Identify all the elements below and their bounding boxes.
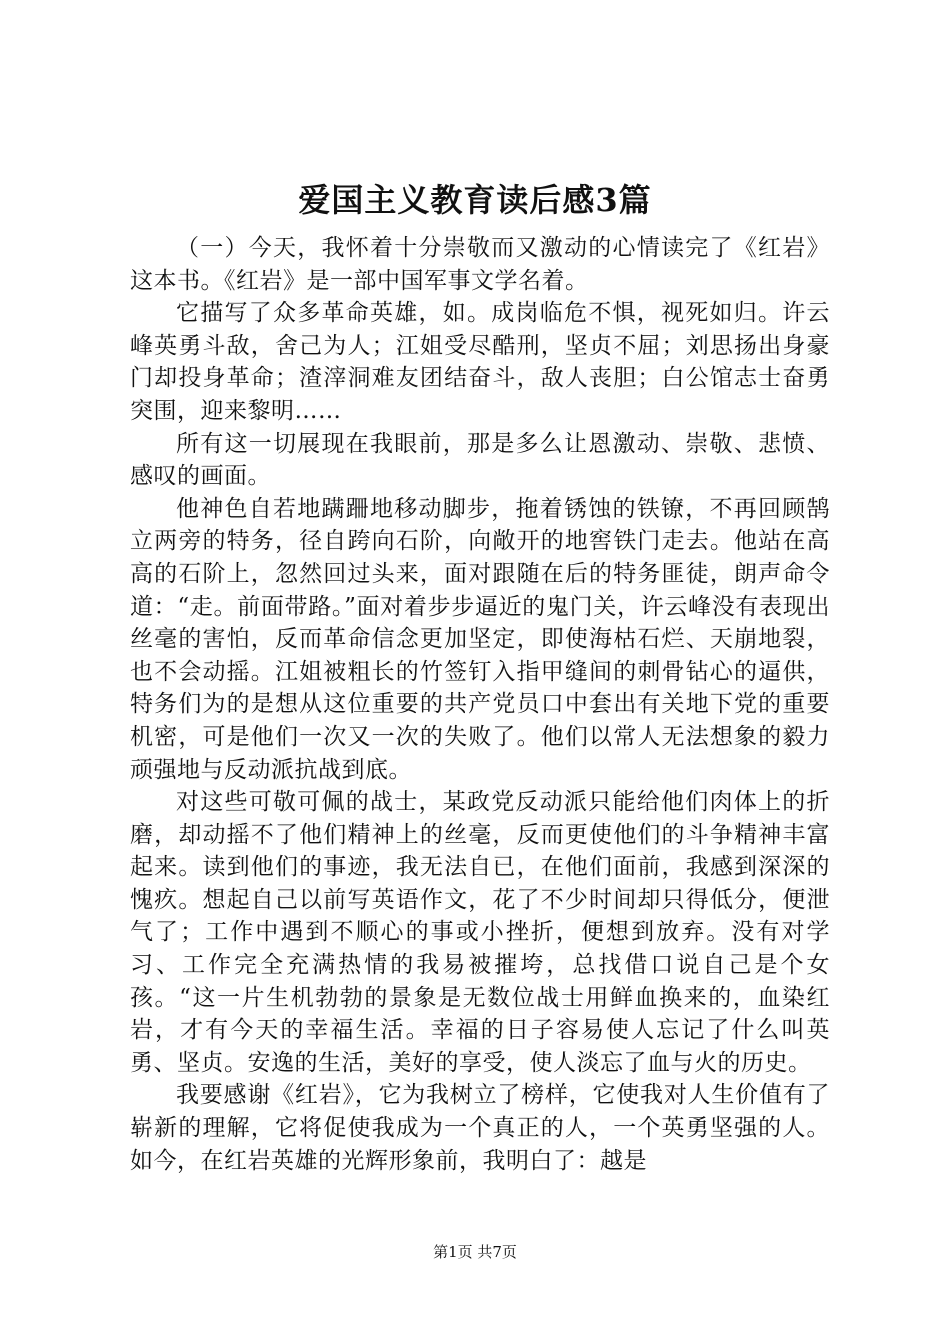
page-number-footer: 第1页 共7页 xyxy=(433,1243,517,1261)
paragraph-2: 它描写了众多革命英雄，如。成岗临危不惧，视死如归。许云峰英勇斗敌，舍己为人；江姐受尽酷刑，坚贞不屈；刘思扬出身豪门却投身革命；渣滓洞难友团结奋斗，敌人丧胆；白公馆志士奋勇突围，迎来黎明…… xyxy=(130,300,830,424)
paragraph-1: （一）今天，我怀着十分崇敬而又激动的心情读完了《红岩》这本书。《红岩》是一部中国军事文学名着。 xyxy=(130,235,830,294)
document-title: 爱国主义教育读后感3篇 xyxy=(298,181,652,219)
paragraph-3: 所有这一切展现在我眼前，那是多么让恩激动、崇敬、悲愤、感叹的画面。 xyxy=(130,430,830,490)
paragraph-5: 对这些可敬可佩的战士，某政党反动派只能给他们肉体上的折磨，却动摇不了他们精神上的丝毫，反而更使他们的斗争精神丰富起来。读到他们的事迹，我无法自已，在他们面前，我感到深深的愧疚。想起自己以前写英语作文，花了不少时间却只得低分，便泄气了；工作中遇到不顺心的事或小挫折，便想到放弃。没有对学习、工作完全充满热情的我易被摧垮，总找借口说自己是个女孩。“这一片生机勃勃的景象是无数位战士用鲜血换来的，血染红岩，才有今天的幸福生活。幸福的日子容易使人忘记了什么叫英勇、坚贞。安逸的生活，美好的享受，使人淡忘了血与火的历史。 xyxy=(130,789,830,1076)
document-body xyxy=(130,232,830,1177)
paragraph-6: 我要感谢《红岩》，它为我树立了榜样，它使我对人生价值有了崭新的理解，它将促使我成为一个真正的人，一个英勇坚强的人。如今，在红岩英雄的光辉形象前，我明白了：越是 xyxy=(130,1082,830,1174)
paragraph-4: 他神色自若地蹒跚地移动脚步，拖着锈蚀的铁镣，不再回顾鹄立两旁的特务，径自跨向石阶，向敞开的地窖铁门走去。他站在高高的石阶上，忽然回过头来，面对跟随在后的特务匪徒，朗声命令道：“走。前面带路。”面对着步步逼近的鬼门关，许云峰没有表现出丝毫的害怕，反而革命信念更加坚定，即使海枯石烂、天崩地裂，也不会动摇。江姐被粗长的竹签钉入指甲缝间的刺骨钻心的逼供，特务们为的是想从这位重要的共产党员口中套出有关地下党的重要机密，可是他们一次又一次的失败了。他们以常人无法想象的毅力顽强地与反动派抗战到底。 xyxy=(130,495,830,783)
